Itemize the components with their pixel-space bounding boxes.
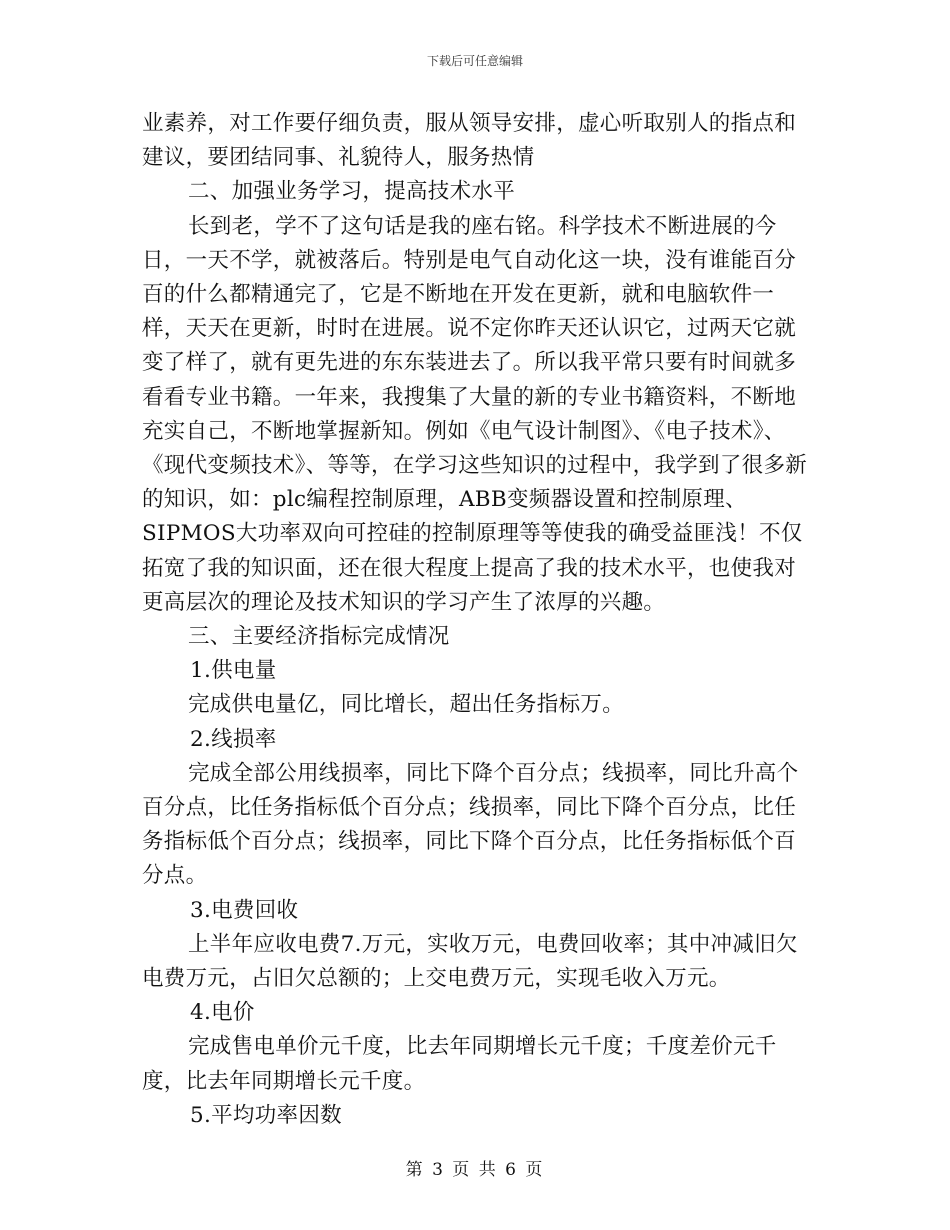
paragraph-price: 完成售电单价元千度，比去年同期增长元千度；千度差价元千度，比去年同期增长元千度。	[142, 1034, 777, 1094]
paragraph-learning: 长到老，学不了这句话是我的座右铭。科学技术不断进展的今日，一天不学，就被落后。特别是电气自动化这一块，没有谁能百分百的什么都精通完了，它是不断地在开发在更新，就和电脑软件一样，天天在更新，时时在进展。说不定你昨天还认识它，过两天它就变了样了，就有更先进的东东装进去了。所以我平常只要有时间就多看看专业书籍。一年来，我搜集了大量的新的专业书籍资料，不断地充实自己，不断地掌握新知。例如《电气设计制图》、《电子技术》、《现代变频技术》、等等，在学习这些知识的过程中，我学到了很多新的知识，如：plc编程控制原理，ABB变频器设置和控制原理、SIPMOS大功率双向可控硅的控制原理等等使我的确受益匪浅！不仅拓宽了我的知识面，还在很大程度上提高了我的技术水平，也使我对更高层次的理论及技术知识的学习产生了浓厚的兴趣。	[142, 213, 808, 615]
section-heading-3: 三、主要经济指标完成情况	[188, 624, 450, 650]
subheading-fee-collection: 3.电费回收	[190, 897, 299, 923]
paragraph-continuation: 业素养，对工作要仔细负责，服从领导安排，虚心听取别人的指点和建议，要团结同事、礼貌待人，服务热情	[142, 111, 797, 171]
paragraph-fee-collection: 上半年应收电费7.万元，实收万元，电费回收率；其中冲减旧欠电费万元，占旧欠总额的；上交电费万元，实现毛收入万元。	[142, 931, 798, 992]
paragraph-power-supply: 完成供电量亿，同比增长，超出任务指标万。	[188, 692, 625, 718]
section-heading-2: 二、加强业务学习，提高技术水平	[188, 179, 516, 205]
page-header: 下载后可任意编辑	[426, 54, 523, 68]
paragraph-line-loss: 完成全部公用线损率，同比下降个百分点；线损率，同比升高个百分点，比任务指标低个百分点；线损率，同比下降个百分点，比任务指标低个百分点；线损率，同比下降个百分点，比任务指标低个百分点。	[142, 760, 799, 889]
document-body	[142, 107, 810, 1133]
subheading-power-supply: 1.供电量	[190, 658, 277, 684]
page-footer: 第 3 页 共 6 页	[405, 1160, 545, 1180]
subheading-price: 4.电价	[190, 1000, 255, 1026]
subheading-power-factor: 5.平均功率因数	[190, 1102, 342, 1128]
subheading-line-loss: 2.线损率	[190, 726, 277, 752]
